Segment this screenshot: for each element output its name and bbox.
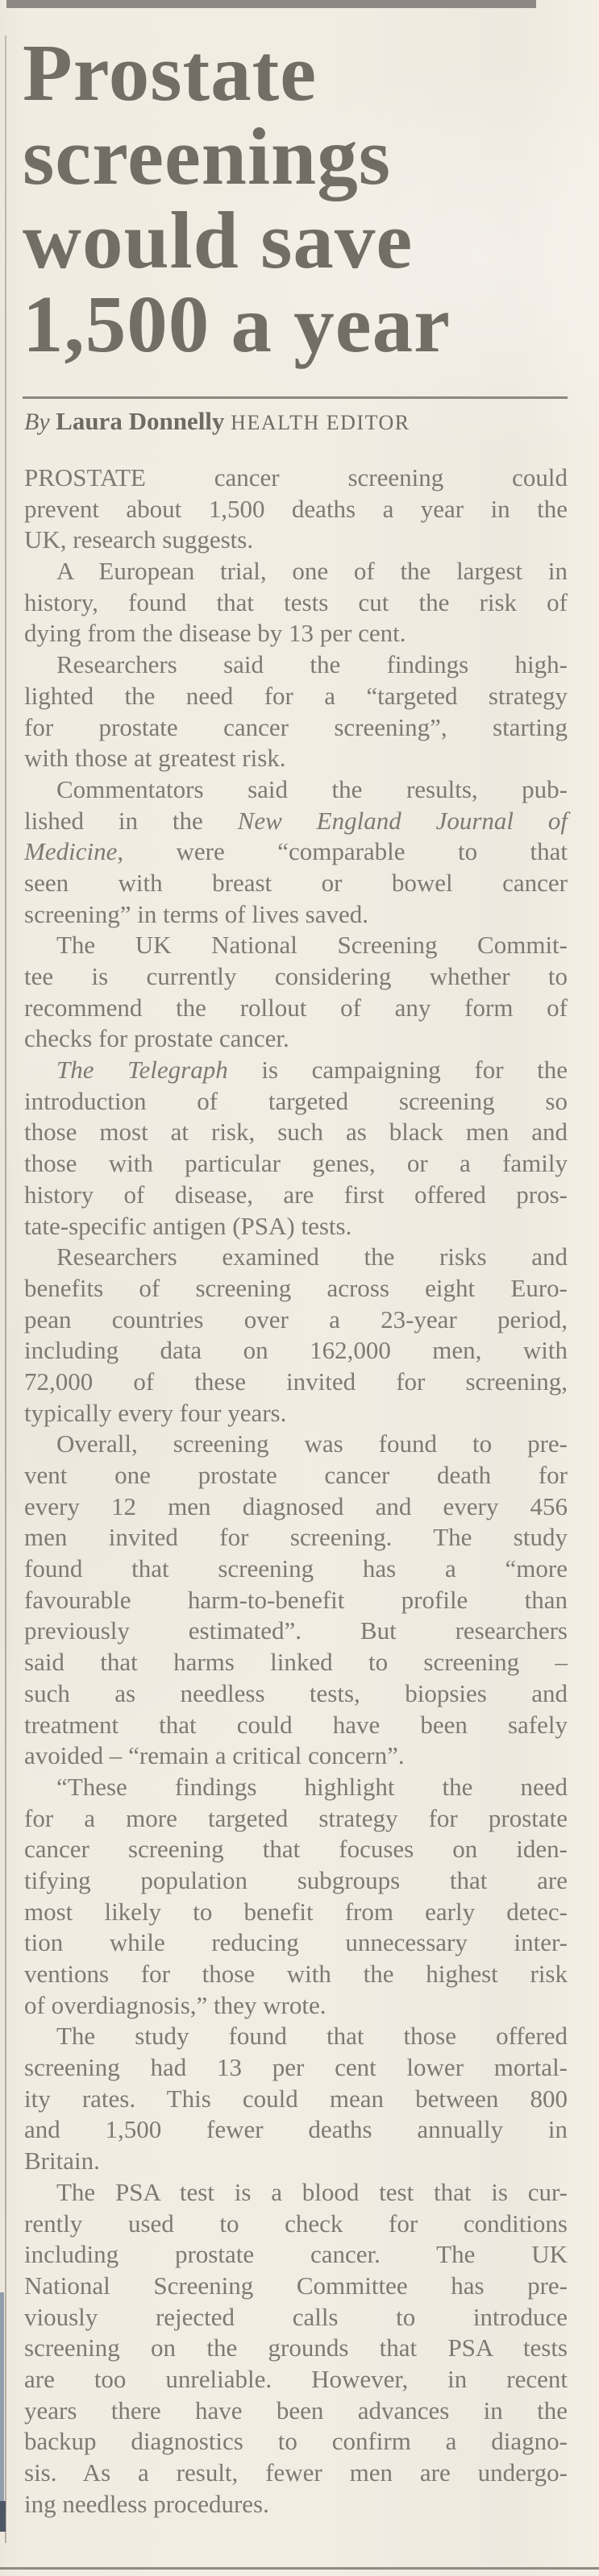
- article-line: [24, 2458, 568, 2489]
- article-line: [24, 2489, 568, 2520]
- text-run: National Screening Committee has pre-: [24, 2271, 568, 2300]
- text-run: including prostate cancer. The UK: [24, 2240, 568, 2269]
- article-line: [24, 556, 568, 587]
- article-line: [24, 1086, 568, 1118]
- article-line: [24, 1927, 568, 1959]
- paragraph: [24, 463, 568, 556]
- text-run: said that harms linked to screening –: [24, 1648, 568, 1677]
- text-run: rently used to check for conditions: [24, 2209, 568, 2238]
- text-run: The PSA test is a blood test that is cur-: [56, 2177, 568, 2206]
- text-run: treatment that could have been safely: [24, 1710, 568, 1739]
- article-line: [24, 618, 568, 649]
- article-line: [24, 1959, 568, 1990]
- article-body: [24, 463, 568, 2520]
- text-run: history of disease, are first offered pros-: [24, 1180, 568, 1209]
- article-line: [24, 1398, 568, 1429]
- byline-author: Laura Donnelly: [56, 407, 231, 435]
- article-line: [24, 587, 568, 619]
- byline-role: HEALTH EDITOR: [231, 411, 410, 434]
- article-line: [24, 1990, 568, 2022]
- article-line: [24, 712, 568, 744]
- text-run: screening had 13 per cent lower mortal-: [24, 2053, 568, 2082]
- article-line: [24, 1460, 568, 1491]
- article-line: [24, 1055, 568, 1086]
- article-line: [24, 1710, 568, 1741]
- article-line: [24, 1897, 568, 1928]
- article-line: [24, 1273, 568, 1305]
- text-run: PROSTATE cancer screening could: [24, 463, 568, 492]
- headline: [23, 27, 580, 369]
- text-run: The study found that those offered: [56, 2022, 568, 2051]
- article-line: [24, 2271, 568, 2302]
- article-line: [24, 1678, 568, 1710]
- italic-text-run: Medicine: [24, 837, 118, 866]
- text-run: tion while reducing unnecessary inter-: [24, 1928, 568, 1957]
- text-run: most likely to benefit from early detec-: [24, 1897, 568, 1926]
- text-run: with those at greatest risk.: [24, 744, 286, 773]
- text-run: previously estimated”. But researchers: [24, 1616, 568, 1645]
- text-run: viously rejected calls to introduce: [24, 2302, 568, 2331]
- text-run: tee is currently considering whether to: [24, 962, 568, 990]
- text-run: “These findings highlight the need: [56, 1772, 568, 1801]
- text-run: for a more targeted strategy for prostate: [24, 1803, 568, 1832]
- text-run: Overall, screening was found to pre-: [56, 1429, 568, 1458]
- article-line: [24, 743, 568, 774]
- text-run: vent one prostate cancer death for: [24, 1461, 568, 1489]
- italic-text-run: The Telegraph: [56, 1056, 228, 1085]
- article-line: [24, 1553, 568, 1585]
- text-run: favourable harm-to-benefit profile than: [24, 1585, 568, 1614]
- article-line: [24, 2426, 568, 2458]
- paragraph: [24, 930, 568, 1055]
- article-line: [24, 1117, 568, 1148]
- article-line: [24, 1211, 568, 1242]
- article-line: [24, 1491, 568, 1523]
- text-run: backup diagnostics to confirm a diagno-: [24, 2427, 568, 2456]
- article-line: [24, 2239, 568, 2271]
- text-run: lished in the: [24, 806, 238, 835]
- text-run: 72,000 of these invited for screening,: [24, 1367, 568, 1396]
- paragraph: [24, 1242, 568, 1429]
- article-line: [24, 1148, 568, 1180]
- article-line: [24, 1023, 568, 1055]
- paragraph: [24, 1772, 568, 2022]
- article-line: [24, 1803, 568, 1835]
- article-line: [24, 806, 568, 837]
- text-run: seen with breast or bowel cancer: [24, 868, 568, 897]
- text-run: is campaigning for the: [227, 1056, 568, 1085]
- text-run: screening” in terms of lives saved.: [24, 899, 368, 928]
- paragraph: [24, 774, 568, 930]
- article-line: [24, 1585, 568, 1616]
- article-line: [24, 2021, 568, 2052]
- article-line: [24, 774, 568, 806]
- article-line: [24, 1242, 568, 1273]
- article-line: [24, 1522, 568, 1553]
- article-line: [24, 2364, 568, 2396]
- left-column-rule: [5, 35, 6, 2543]
- article-line: [24, 2146, 568, 2177]
- text-run: , were “comparable to that: [117, 837, 568, 866]
- text-run: found that screening has a “more: [24, 1554, 568, 1583]
- article-line: [24, 1305, 568, 1336]
- text-run: recommend the rollout of any form of: [24, 993, 568, 1022]
- paragraph: [24, 649, 568, 774]
- article-line: [24, 1429, 568, 1460]
- article-line: [24, 1367, 568, 1398]
- text-run: are too unreliable. However, in recent: [24, 2364, 568, 2393]
- article-line: [24, 1180, 568, 1211]
- text-run: pean countries over a 23-year period,: [24, 1305, 568, 1334]
- text-run: A European trial, one of the largest in: [56, 557, 568, 586]
- article-line: [24, 1647, 568, 1678]
- text-run: benefits of screening across eight Euro-: [24, 1273, 568, 1302]
- text-run: dying from the disease by 13 per cent.: [24, 619, 406, 648]
- paragraph: [24, 556, 568, 649]
- article-line: [24, 961, 568, 993]
- text-run: ventions for those with the highest risk: [24, 1960, 568, 1988]
- text-run: Britain.: [24, 2147, 100, 2176]
- text-run: men invited for screening. The study: [24, 1523, 568, 1552]
- article-line: [24, 1335, 568, 1367]
- article-line: [24, 2084, 568, 2115]
- bottom-rule: [0, 2567, 599, 2570]
- article-line: [24, 1740, 568, 1772]
- text-run: those most at risk, such as black men and: [24, 1118, 568, 1147]
- byline-by: By: [24, 409, 56, 435]
- text-run: those with particular genes, or a family: [24, 1149, 568, 1178]
- text-run: Researchers said the findings high-: [56, 650, 568, 679]
- text-run: including data on 162,000 men, with: [24, 1336, 568, 1365]
- article-line: [24, 2302, 568, 2333]
- paragraph: [24, 1429, 568, 1772]
- article-line: [24, 1865, 568, 1897]
- text-run: Commentators said the results, pub-: [56, 774, 568, 803]
- text-run: sis. As a result, fewer men are undergo-: [24, 2458, 568, 2487]
- text-run: checks for prostate cancer.: [24, 1024, 289, 1053]
- text-run: such as needless tests, biopsies and: [24, 1678, 568, 1707]
- text-run: and 1,500 fewer deaths annually in: [24, 2115, 568, 2144]
- text-run: typically every four years.: [24, 1398, 287, 1427]
- text-run: years there have been advances in the: [24, 2396, 568, 2425]
- text-run: of overdiagnosis,” they wrote.: [24, 1990, 327, 2019]
- article-line: [24, 463, 568, 494]
- text-run: ity rates. This could mean between 800: [24, 2084, 568, 2113]
- text-run: history, found that tests cut the risk of: [24, 587, 568, 616]
- headline-line: screenings: [23, 111, 392, 201]
- article-line: [24, 494, 568, 525]
- article-line: [24, 2177, 568, 2209]
- masthead-divider-bar: [6, 0, 536, 8]
- text-run: introduction of targeted screening so: [24, 1086, 568, 1115]
- article-line: [24, 930, 568, 961]
- text-run: screening on the grounds that PSA tests: [24, 2333, 568, 2362]
- article-line: [24, 649, 568, 681]
- article-line: [24, 2114, 568, 2146]
- paragraph: [24, 2177, 568, 2520]
- article-line: [24, 681, 568, 712]
- article-line: [24, 2209, 568, 2240]
- article-line: [24, 993, 568, 1024]
- article-line: [24, 1772, 568, 1803]
- text-run: every 12 men diagnosed and every 456: [24, 1491, 568, 1520]
- text-run: cancer screening that focuses on iden-: [24, 1835, 568, 1864]
- article-line: [24, 1834, 568, 1865]
- byline: [24, 407, 580, 436]
- article-line: [24, 836, 568, 868]
- headline-line: would save: [23, 195, 414, 285]
- article-line: [24, 2052, 568, 2084]
- article-line: [24, 525, 568, 556]
- paragraph: [24, 2021, 568, 2176]
- text-run: UK, research suggests.: [24, 525, 254, 554]
- text-run: avoided – “remain a critical concern”.: [24, 1741, 405, 1770]
- text-run: ing needless procedures.: [24, 2489, 269, 2518]
- byline-rule: [23, 396, 568, 399]
- article-line: [24, 2333, 568, 2364]
- text-run: The UK National Screening Commit-: [56, 931, 568, 960]
- text-run: for prostate cancer screening”, starting: [24, 712, 568, 741]
- paragraph: [24, 1055, 568, 1242]
- left-edge-scan-mark: [0, 2292, 4, 2503]
- text-run: tate-specific antigen (PSA) tests.: [24, 1211, 352, 1240]
- headline-line: 1,500 a year: [23, 279, 451, 369]
- left-edge-dark-mark: [0, 2501, 6, 2532]
- article-line: [24, 899, 568, 931]
- text-run: tifying population subgroups that are: [24, 1865, 568, 1894]
- text-run: prevent about 1,500 deaths a year in the: [24, 494, 568, 523]
- article-line: [24, 1616, 568, 1647]
- headline-line: Prostate: [23, 27, 318, 118]
- text-run: lighted the need for a “targeted strategy: [24, 681, 568, 710]
- article-line: [24, 2396, 568, 2427]
- text-run: Researchers examined the risks and: [56, 1242, 568, 1271]
- italic-text-run: New England Journal of: [237, 806, 568, 835]
- article-line: [24, 868, 568, 899]
